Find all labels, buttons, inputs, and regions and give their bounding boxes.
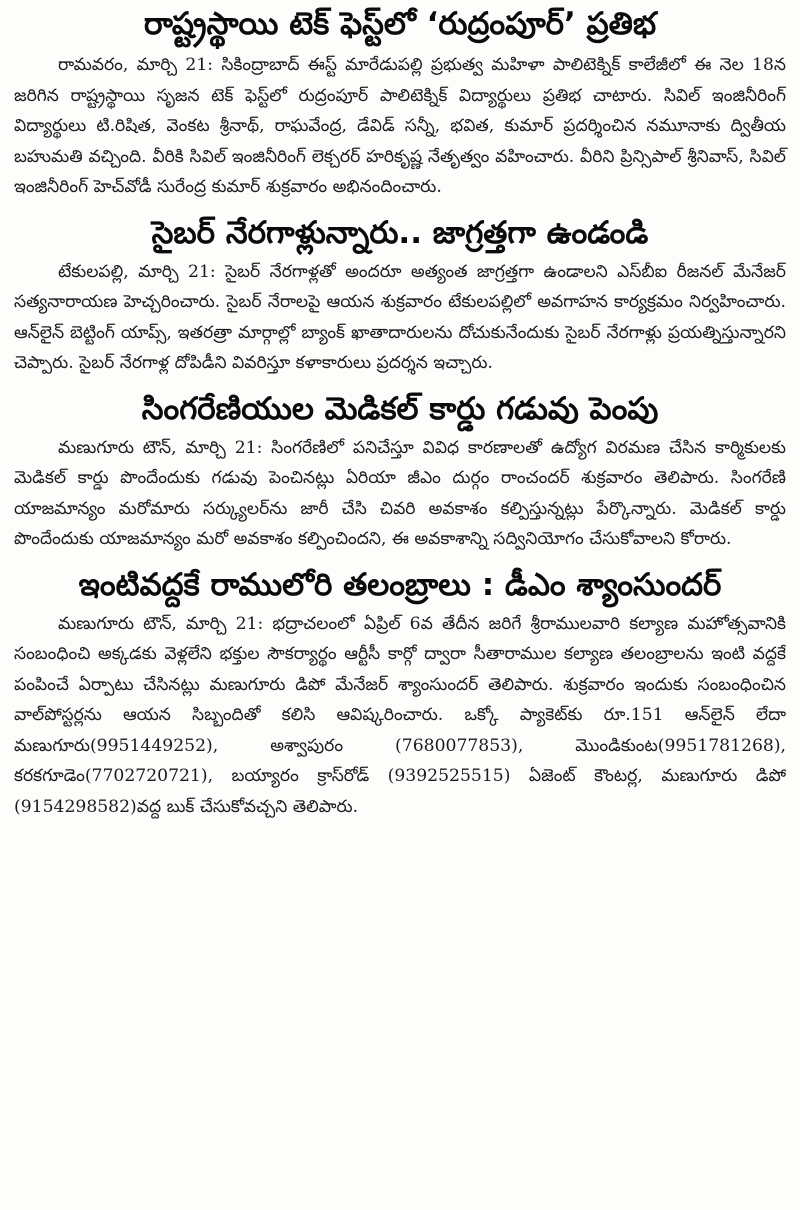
headline: సింగరేణియుల మెడికల్ కార్డు గడువు పెంపు [141,390,659,427]
article-body: మణుగూరు టౌన్, మార్చి 21: సింగరేణిలో పనిచేస్తూ వివిధ కారణాలతో ఉద్యోగ విరమణ చేసిన కార్మికులకు మెడికల్ కార్డు పొందేందుకు గడువు పెంచినట్లు ఏరియా జీఎం దుర్గం రాంచందర్ శుక్రవారం తెలిపారు. సింగరేణి యాజమాన్యం మరోమారు సర్క్యులర్‌ను జారీ చేసి చివరి అవకాశం కల్పిస్తున్నట్లు పేర్కొన్నారు. మెడికల్ కార్డు పొందేందుకు యాజమాన్యం మరో అవకాశం కల్పించిందని, ఈ అవకాశాన్ని సద్వినియోగం చేసుకోవాలని కోరారు. [14,437,786,549]
article-singareni-medical-card [0,389,800,555]
headline: రాష్ట్రస్థాయి టెక్ ఫెస్ట్‌లో ‘రుద్రంపూర్’ ప్రతిభ [143,6,657,42]
headline: ఇంటివద్దకే రాములోరి తలంబ్రాలు : డీఎం శ్యాంసుందర్ [78,566,722,603]
article-body: టేకులపల్లి, మార్చి 21: సైబర్ నేరగాళ్లతో అందరూ అత్యంత జాగ్రత్తగా ఉండాలని ఎస్‌బీఐ రీజనల్ మేనేజర్ సత్యనారాయణ హెచ్చరించారు. సైబర్ నేరాలపై ఆయన శుక్రవారం టేకులపల్లిలో అవగాహన కార్యక్రమం నిర్వహించారు. ఆన్‌లైన్ బెట్టింగ్ యాప్స్, ఇతరత్రా మార్గాల్లో బ్యాంక్ ఖాతాదారులను దోచుకునేందుకు సైబర్ నేరగాళ్లు ప్రయత్నిస్తున్నారని చెప్పారు. సైబర్ నేరగాళ్ల దోపిడీని వివరిస్తూ కళాకారులు ప్రదర్శన ఇచ్చారు. [14,261,786,373]
article-talambralu [0,565,800,823]
headline: సైబర్ నేరగాళ్లున్నారు.. జాగ్రత్తగా ఉండండి [151,214,649,251]
article-body: మణుగూరు టౌన్, మార్చి 21: భద్రాచలంలో ఏప్రిల్ 6వ తేదీన జరిగే శ్రీరాములవారి కల్యాణ మహోత్సవానికి సంబంధించి అక్కడకు వెళ్లలేని భక్తుల సౌకర్యార్థం ఆర్టీసీ కార్గో ద్వారా సీతారాముల కల్యాణ తలంబ్రాలను ఇంటి వద్దకే పంపించే ఏర్పాటు చేసినట్లు మణుగూరు డిపో మేనేజర్ శ్యాంసుందర్ తెలిపారు. శుక్రవారం ఇందుకు సంబంధించిన వాల్‌పోస్టర్లను ఆయన సిబ్బందితో కలిసి ఆవిష్కరించారు. ఒక్కో ప్యాకెట్‌కు రూ.151 ఆన్‌లైన్ లేదా మణుగూరు(9951449252), అశ్వాపురం (7680077853), మొండికుంట(9951781268), కరకగూడెం(7702720721), బయ్యారం క్రాస్‌రోడ్ (9392525515) ఏజెంట్ కౌంటర్ల, మణుగూరు డిపో (9154298582)వద్ద బుక్ చేసుకోవచ్చని తెలిపారు. [14,613,786,817]
article-cyber-crime [0,213,800,379]
article-body: రామవరం, మార్చి 21: సికింద్రాబాద్ ఈస్ట్ మారేడుపల్లి ప్రభుత్వ మహిళా పాలిటెక్నిక్ కాలేజీలో ఈ నెల 18న జరిగిన రాష్ట్రస్థాయి సృజన టెక్ ఫెస్ట్‌లో రుద్రంపూర్ పాలిటెక్నిక్ విద్యార్థులు ప్రతిభ చాటారు. సివిల్ ఇంజినీరింగ్ విద్యార్థులు టి.రిషిత, వెంకట శ్రీనాథ్, రాఘవేంద్ర, డేవిడ్ సన్నీ, భవిత, కుమార్ ప్రదర్శించిన నమూనాకు ద్వితీయ బహుమతి వచ్చింది. వీరికి సివిల్ ఇంజినీరింగ్ లెక్చరర్ హరికృష్ణ నేతృత్వం వహించారు. వీరిని ప్రిన్సిపాల్ శ్రీనివాస్, సివిల్ ఇంజినీరింగ్ హెచ్‌వోడీ సురేంద్ర కుమార్ శుక్రవారం అభినందించారు. [14,55,786,197]
article-tech-fest [0,0,800,203]
